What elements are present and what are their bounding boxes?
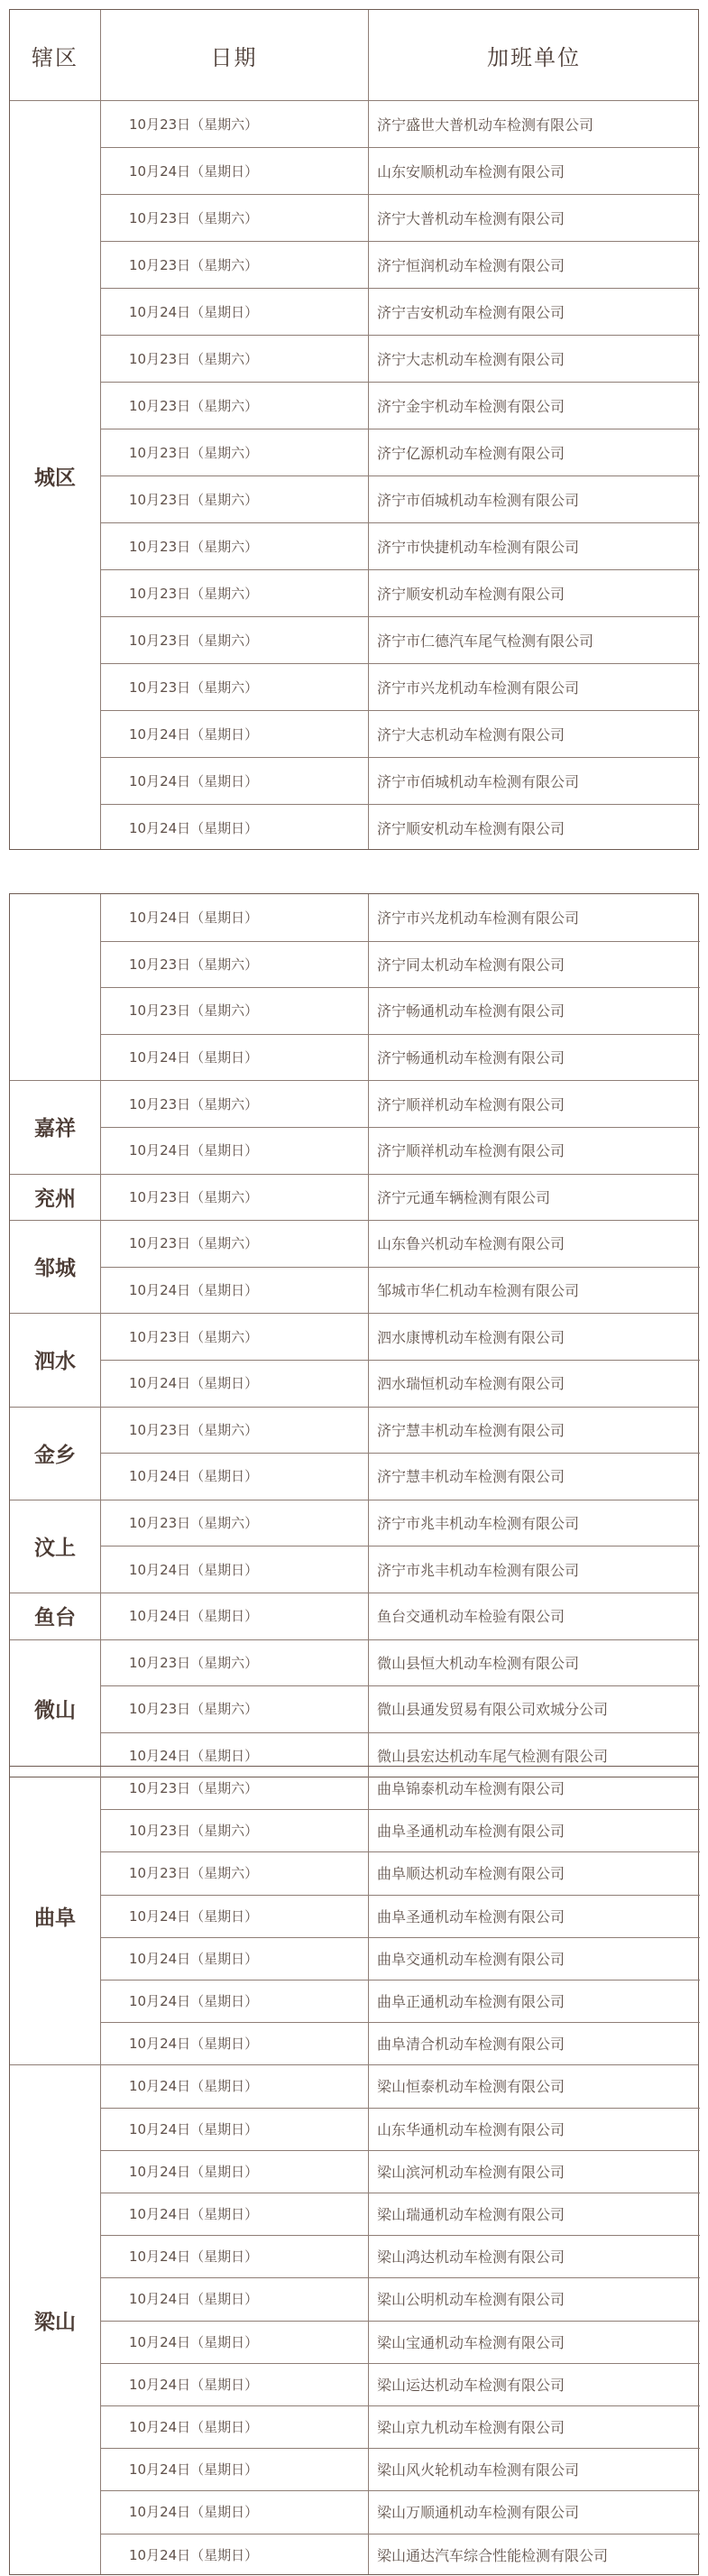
table-row — [10, 1127, 698, 1174]
date-cell: 10月23日（星期六） — [129, 1865, 259, 1882]
unit-cell: 济宁元通车辆检测有限公司 — [377, 1188, 551, 1206]
district-cell — [10, 1593, 100, 1639]
unit-cell: 济宁吉安机动车检测有限公司 — [377, 303, 565, 321]
table-row — [10, 2405, 698, 2448]
date-cell: 10月24日（星期日） — [129, 2120, 259, 2137]
unit-cell: 济宁大志机动车检测有限公司 — [377, 725, 565, 743]
district-cell — [10, 288, 100, 335]
district-cell — [10, 569, 100, 616]
district-cell — [10, 2363, 100, 2405]
header-district: 辖区 — [32, 44, 78, 70]
unit-cell: 曲阜正通机动车检测有限公司 — [377, 1993, 565, 2011]
date-cell: 10月23日（星期六） — [129, 397, 259, 414]
unit-cell: 梁山瑞通机动车检测有限公司 — [377, 2206, 565, 2224]
unit-cell: 济宁顺祥机动车检测有限公司 — [377, 1142, 565, 1160]
district-cell — [10, 1767, 100, 1809]
district-cell — [10, 241, 100, 288]
table-row — [10, 1313, 698, 1360]
date-cell: 10月24日（星期日） — [129, 2248, 259, 2266]
date-cell: 10月24日（星期日） — [129, 1468, 259, 1485]
date-cell: 10月24日（星期日） — [129, 1748, 259, 1765]
district-label: 泗水 — [34, 1349, 76, 1374]
unit-cell: 曲阜交通机动车检测有限公司 — [377, 1950, 565, 1968]
unit-cell: 济宁恒润机动车检测有限公司 — [377, 256, 565, 274]
table-row — [10, 757, 698, 804]
table-row — [10, 1360, 698, 1407]
unit-cell: 山东华通机动车检测有限公司 — [377, 2120, 565, 2138]
district-cell — [10, 1220, 100, 1267]
district-cell — [10, 2108, 100, 2150]
district-cell — [10, 2150, 100, 2193]
date-cell: 10月24日（星期日） — [129, 2036, 259, 2053]
table-row — [10, 1767, 698, 1809]
district-cell — [10, 1267, 100, 1314]
district-cell — [10, 2064, 100, 2107]
district-cell — [10, 1895, 100, 1937]
table-row — [10, 2490, 698, 2533]
district-cell — [10, 1980, 100, 2022]
date-cell: 10月23日（星期六） — [129, 1002, 259, 1020]
district-cell — [10, 616, 100, 663]
date-cell: 10月23日（星期六） — [129, 256, 259, 273]
table-row — [10, 1980, 698, 2022]
date-cell: 10月24日（星期日） — [129, 725, 259, 743]
table-row — [10, 1220, 698, 1267]
table-row — [10, 2022, 698, 2064]
unit-cell: 济宁顺安机动车检测有限公司 — [377, 819, 565, 837]
district-cell — [10, 1127, 100, 1174]
date-cell: 10月24日（星期日） — [129, 1907, 259, 1925]
table-row — [10, 1080, 698, 1127]
table-row — [10, 241, 698, 288]
unit-cell: 济宁慧丰机动车检测有限公司 — [377, 1468, 565, 1486]
unit-cell: 济宁市兴龙机动车检测有限公司 — [377, 909, 580, 928]
date-cell: 10月24日（星期日） — [129, 819, 259, 836]
date-cell: 10月23日（星期六） — [129, 1515, 259, 1532]
date-cell: 10月24日（星期日） — [129, 1561, 259, 1578]
table-row — [10, 522, 698, 569]
date-cell: 10月23日（星期六） — [129, 209, 259, 226]
unit-cell: 梁山滨河机动车检测有限公司 — [377, 2163, 565, 2181]
table-row — [10, 2150, 698, 2193]
unit-cell: 济宁盛世大普机动车检测有限公司 — [377, 115, 594, 134]
date-cell: 10月24日（星期日） — [129, 1993, 259, 2010]
date-cell: 10月23日（星期六） — [129, 1780, 259, 1797]
district-cell — [10, 2490, 100, 2533]
table-row — [10, 1851, 698, 1894]
unit-cell: 曲阜顺达机动车检测有限公司 — [377, 1865, 565, 1883]
unit-cell: 济宁大普机动车检测有限公司 — [377, 209, 565, 227]
district-cell — [10, 1500, 100, 1547]
unit-cell: 济宁慧丰机动车检测有限公司 — [377, 1421, 565, 1439]
district-cell — [10, 335, 100, 382]
table-row — [10, 1453, 698, 1500]
district-label: 汶上 — [34, 1535, 76, 1560]
district-cell — [10, 1453, 100, 1500]
table-row — [10, 2448, 698, 2490]
unit-cell: 梁山运达机动车检测有限公司 — [377, 2376, 565, 2394]
unit-cell: 梁山通达汽车综合性能检测有限公司 — [377, 2546, 609, 2564]
header-unit: 加班单位 — [487, 44, 581, 70]
unit-cell: 济宁同太机动车检测有限公司 — [377, 956, 565, 974]
unit-cell: 梁山恒泰机动车检测有限公司 — [377, 2078, 565, 2096]
district-cell — [10, 2235, 100, 2277]
date-cell: 10月24日（星期日） — [129, 772, 259, 789]
district-cell — [10, 100, 100, 147]
district-cell — [10, 2022, 100, 2064]
date-cell: 10月23日（星期六） — [129, 350, 259, 367]
unit-cell: 微山县通发贸易有限公司欢城分公司 — [377, 1701, 609, 1719]
unit-cell: 济宁市佰城机动车检测有限公司 — [377, 491, 580, 509]
district-cell — [10, 1407, 100, 1454]
table-row — [10, 2235, 698, 2277]
table-row — [10, 1034, 698, 1081]
district-cell — [10, 1685, 100, 1732]
date-cell: 10月24日（星期日） — [129, 2546, 259, 2563]
unit-cell: 梁山京九机动车检测有限公司 — [377, 2419, 565, 2437]
date-cell: 10月23日（星期六） — [129, 115, 259, 133]
unit-cell: 梁山公明机动车检测有限公司 — [377, 2291, 565, 2309]
date-cell: 10月24日（星期日） — [129, 2206, 259, 2223]
table-row — [10, 100, 698, 147]
date-cell: 10月23日（星期六） — [129, 1328, 259, 1345]
district-cell — [10, 475, 100, 522]
table-row — [10, 663, 698, 710]
table-row — [10, 194, 698, 241]
unit-cell: 泗水康博机动车检测有限公司 — [377, 1328, 565, 1346]
date-cell: 10月24日（星期日） — [129, 909, 259, 927]
table-row — [10, 1174, 698, 1221]
table-row — [10, 1267, 698, 1314]
table-row — [10, 2108, 698, 2150]
date-cell: 10月23日（星期六） — [129, 444, 259, 461]
district-cell — [10, 1080, 100, 1127]
table-row — [10, 429, 698, 475]
unit-cell: 曲阜锦泰机动车检测有限公司 — [377, 1780, 565, 1798]
table-segment — [9, 1766, 699, 2575]
date-cell: 10月23日（星期六） — [129, 1421, 259, 1438]
date-cell: 10月24日（星期日） — [129, 2376, 259, 2393]
date-cell: 10月24日（星期日） — [129, 303, 259, 320]
unit-cell: 梁山万顺通机动车检测有限公司 — [377, 2504, 580, 2522]
district-cell — [10, 757, 100, 804]
unit-cell: 山东鲁兴机动车检测有限公司 — [377, 1235, 565, 1253]
date-cell: 10月24日（星期日） — [129, 162, 259, 180]
table-row — [10, 1639, 698, 1686]
unit-cell: 济宁大志机动车检测有限公司 — [377, 350, 565, 368]
unit-cell: 曲阜圣通机动车检测有限公司 — [377, 1823, 565, 1841]
table-row — [10, 1937, 698, 1980]
table-row — [10, 2321, 698, 2363]
date-cell: 10月23日（星期六） — [129, 538, 259, 555]
unit-cell: 济宁市仁德汽车尾气检测有限公司 — [377, 632, 594, 650]
district-label: 嘉祥 — [34, 1116, 76, 1141]
table-row — [10, 382, 698, 429]
district-label: 邹城 — [34, 1256, 76, 1281]
unit-cell: 济宁市兴龙机动车检测有限公司 — [377, 679, 580, 697]
table-row — [10, 1809, 698, 1851]
date-cell: 10月24日（星期日） — [129, 2461, 259, 2479]
table-row — [10, 2064, 698, 2107]
district-cell — [10, 2534, 100, 2576]
table-row — [10, 147, 698, 194]
unit-cell: 微山县宏达机动车尾气检测有限公司 — [377, 1748, 609, 1766]
unit-cell: 济宁市快捷机动车检测有限公司 — [377, 538, 580, 556]
district-cell — [10, 710, 100, 757]
date-cell: 10月24日（星期日） — [129, 1142, 259, 1159]
table-segment — [9, 9, 699, 850]
district-label: 兖州 — [34, 1186, 76, 1211]
date-cell: 10月24日（星期日） — [129, 1608, 259, 1625]
date-cell: 10月23日（星期六） — [129, 1188, 259, 1205]
date-cell: 10月24日（星期日） — [129, 1950, 259, 1967]
unit-cell: 曲阜清合机动车检测有限公司 — [377, 2036, 565, 2054]
district-cell — [10, 894, 100, 941]
district-cell — [10, 382, 100, 429]
district-cell — [10, 147, 100, 194]
unit-cell: 济宁亿源机动车检测有限公司 — [377, 444, 565, 462]
district-cell — [10, 1851, 100, 1894]
table-segment — [9, 893, 699, 1777]
date-cell: 10月23日（星期六） — [129, 632, 259, 649]
district-cell — [10, 2405, 100, 2448]
district-cell — [10, 1034, 100, 1081]
unit-cell: 曲阜圣通机动车检测有限公司 — [377, 1907, 565, 1925]
date-cell: 10月23日（星期六） — [129, 1823, 259, 1840]
district-cell — [10, 2448, 100, 2490]
district-label: 城区 — [34, 465, 76, 490]
table-row — [10, 987, 698, 1034]
unit-cell: 泗水瑞恒机动车检测有限公司 — [377, 1375, 565, 1393]
table-row — [10, 2363, 698, 2405]
table-row — [10, 2277, 698, 2320]
district-cell — [10, 429, 100, 475]
date-cell: 10月24日（星期日） — [129, 1282, 259, 1299]
unit-cell: 济宁金宇机动车检测有限公司 — [377, 397, 565, 415]
date-cell: 10月24日（星期日） — [129, 2504, 259, 2521]
unit-cell: 济宁顺安机动车检测有限公司 — [377, 585, 565, 603]
district-cell — [10, 2193, 100, 2235]
unit-cell: 梁山宝通机动车检测有限公司 — [377, 2333, 565, 2351]
table-row — [10, 894, 698, 941]
date-cell: 10月23日（星期六） — [129, 679, 259, 696]
district-cell — [10, 1174, 100, 1221]
date-cell: 10月24日（星期日） — [129, 2333, 259, 2350]
table-row — [10, 1895, 698, 1937]
table-row — [10, 288, 698, 335]
unit-cell: 邹城市华仁机动车检测有限公司 — [377, 1282, 580, 1300]
date-cell: 10月24日（星期日） — [129, 2163, 259, 2180]
date-cell: 10月23日（星期六） — [129, 956, 259, 973]
district-cell — [10, 194, 100, 241]
table-row — [10, 710, 698, 757]
district-cell — [10, 1313, 100, 1360]
district-cell — [10, 2277, 100, 2320]
unit-cell: 鱼台交通机动车检验有限公司 — [377, 1608, 565, 1626]
unit-cell: 山东安顺机动车检测有限公司 — [377, 162, 565, 180]
district-label: 金乡 — [34, 1442, 76, 1467]
district-cell — [10, 1809, 100, 1851]
district-label: 鱼台 — [34, 1605, 76, 1630]
district-cell — [10, 663, 100, 710]
district-cell — [10, 941, 100, 988]
table-row — [10, 1546, 698, 1593]
unit-cell: 济宁市兆丰机动车检测有限公司 — [377, 1561, 580, 1579]
date-cell: 10月24日（星期日） — [129, 1049, 259, 1066]
table-row — [10, 804, 698, 851]
table-row — [10, 941, 698, 988]
district-cell — [10, 522, 100, 569]
table-row — [10, 1685, 698, 1732]
table-row — [10, 569, 698, 616]
date-cell: 10月23日（星期六） — [129, 1654, 259, 1671]
unit-cell: 济宁市兆丰机动车检测有限公司 — [377, 1515, 580, 1533]
unit-cell: 梁山鸿达机动车检测有限公司 — [377, 2248, 565, 2267]
table-row — [10, 475, 698, 522]
table-row — [10, 1593, 698, 1639]
table-row — [10, 2193, 698, 2235]
district-cell — [10, 987, 100, 1034]
district-cell — [10, 804, 100, 851]
date-cell: 10月23日（星期六） — [129, 1095, 259, 1113]
district-cell — [10, 1360, 100, 1407]
district-cell — [10, 1937, 100, 1980]
date-cell: 10月23日（星期六） — [129, 585, 259, 602]
date-cell: 10月24日（星期日） — [129, 2078, 259, 2095]
date-cell: 10月23日（星期六） — [129, 1235, 259, 1252]
table-row — [10, 616, 698, 663]
date-cell: 10月24日（星期日） — [129, 2291, 259, 2308]
district-label: 微山 — [34, 1698, 76, 1723]
date-cell: 10月24日（星期日） — [129, 1375, 259, 1392]
unit-cell: 微山县恒大机动车检测有限公司 — [377, 1654, 580, 1672]
date-cell: 10月23日（星期六） — [129, 491, 259, 508]
table-row — [10, 335, 698, 382]
district-cell — [10, 1546, 100, 1593]
table-row — [10, 1500, 698, 1547]
unit-cell: 梁山风火轮机动车检测有限公司 — [377, 2461, 580, 2479]
unit-cell: 济宁畅通机动车检测有限公司 — [377, 1002, 565, 1020]
table-row — [10, 2534, 698, 2576]
unit-cell: 济宁顺祥机动车检测有限公司 — [377, 1095, 565, 1113]
district-label: 曲阜 — [34, 1905, 76, 1930]
header-date: 日期 — [210, 44, 258, 70]
district-cell — [10, 1639, 100, 1686]
district-label: 梁山 — [34, 2310, 76, 2335]
date-cell: 10月23日（星期六） — [129, 1701, 259, 1718]
table-row — [10, 1407, 698, 1454]
unit-cell: 济宁畅通机动车检测有限公司 — [377, 1049, 565, 1067]
unit-cell: 济宁市佰城机动车检测有限公司 — [377, 772, 580, 790]
date-cell: 10月24日（星期日） — [129, 2419, 259, 2436]
district-cell — [10, 2321, 100, 2363]
